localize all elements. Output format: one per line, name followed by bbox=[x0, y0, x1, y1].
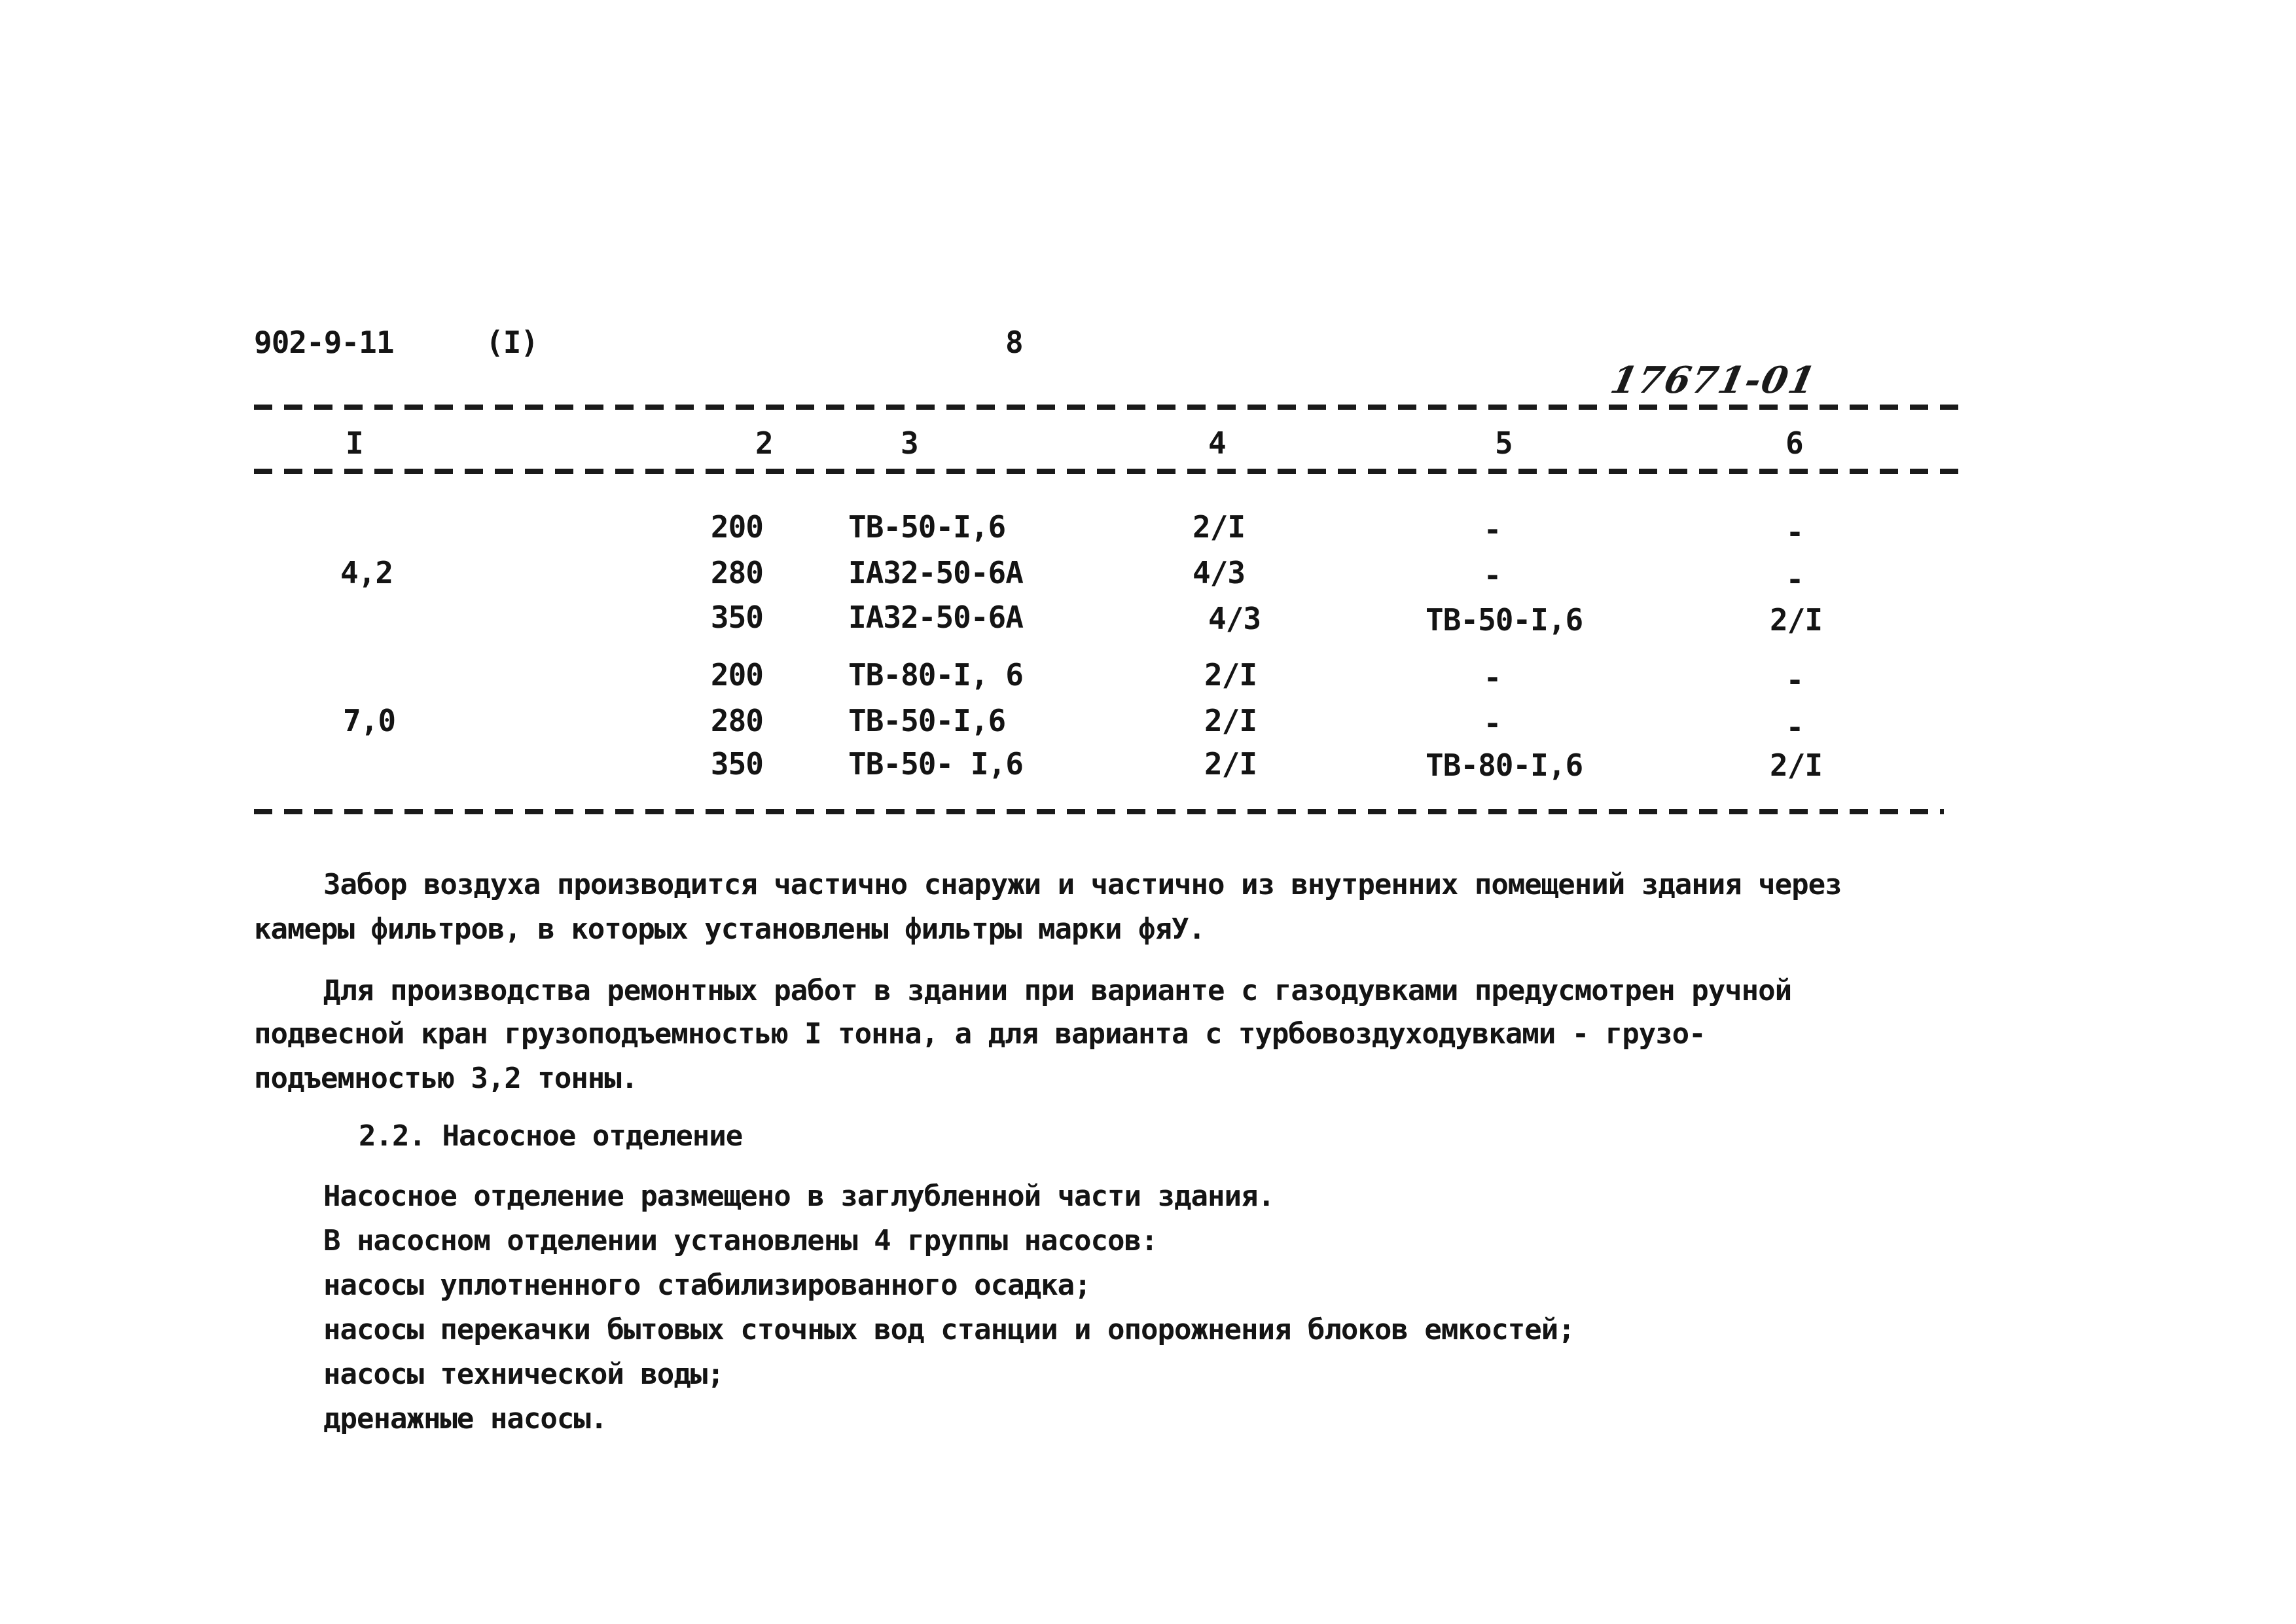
paragraph-line: Забор воздуха производится частично снаружи и частично из внутренних помещений здания через bbox=[323, 868, 1842, 901]
cell-col2: 200 bbox=[710, 657, 763, 693]
paragraph-line: подвесной кран грузоподъемностью I тонна, а для варианта с турбовоздуходувками - грузо- bbox=[254, 1017, 1706, 1051]
cell-col5: ТВ-80-I,6 bbox=[1426, 748, 1583, 783]
list-item: В насосном отделении установлены 4 группы насосов: bbox=[323, 1224, 1158, 1257]
list-item: Насосное отделение размещено в заглубленной части здания. bbox=[323, 1180, 1274, 1213]
cell-col3: ТВ-50-I,6 bbox=[848, 509, 1006, 545]
group-label: 7,0 bbox=[343, 703, 396, 738]
page-number: 8 bbox=[1005, 325, 1023, 360]
cell-col2: 280 bbox=[710, 703, 763, 738]
cell-col3: ТВ-80-I, 6 bbox=[848, 657, 1023, 693]
cell-col5: - bbox=[1483, 512, 1501, 547]
cell-col6: - bbox=[1785, 710, 1804, 745]
list-item: дренажные насосы. bbox=[323, 1402, 607, 1435]
cell-col2: 350 bbox=[710, 600, 763, 635]
document-part: (I) bbox=[486, 325, 539, 360]
cell-col3: IA32-50-6A bbox=[848, 600, 1023, 635]
column-header-2: 2 bbox=[755, 425, 773, 461]
cell-col5: ТВ-50-I,6 bbox=[1426, 602, 1583, 638]
group-label: 4,2 bbox=[340, 555, 393, 590]
document-code: 902-9-11 bbox=[254, 325, 394, 360]
cell-col4: 4/3 bbox=[1208, 601, 1261, 636]
cell-col4: 4/3 bbox=[1193, 555, 1246, 590]
cell-col2: 350 bbox=[710, 746, 763, 782]
cell-col2: 280 bbox=[710, 555, 763, 590]
cell-col5: - bbox=[1483, 706, 1501, 741]
paragraph-line: камеры фильтров, в которых установлены фильтры марки фяУ. bbox=[254, 912, 1205, 946]
cell-col4: 2/I bbox=[1204, 657, 1257, 693]
column-header-4: 4 bbox=[1208, 425, 1226, 461]
cell-col6: 2/I bbox=[1770, 748, 1823, 783]
column-header-6: 6 bbox=[1785, 425, 1803, 461]
list-item: насосы уплотненного стабилизированного осадка; bbox=[323, 1269, 1091, 1302]
table-bottom-rule bbox=[254, 809, 1944, 814]
cell-col6: - bbox=[1785, 562, 1804, 597]
cell-col4: 2/I bbox=[1204, 746, 1257, 782]
paragraph-line: Для производства ремонтных работ в здании при варианте с газодувками предусмотрен ручной bbox=[323, 974, 1792, 1007]
column-header-1: I bbox=[346, 425, 363, 461]
cell-col3: ТВ-50- I,6 bbox=[848, 746, 1023, 782]
cell-col2: 200 bbox=[710, 509, 763, 545]
section-heading: 2.2. Насосное отделение bbox=[359, 1119, 743, 1153]
column-header-5: 5 bbox=[1495, 425, 1513, 461]
cell-col3: ТВ-50-I,6 bbox=[848, 703, 1006, 738]
cell-col6: 2/I bbox=[1770, 602, 1823, 638]
cell-col6: - bbox=[1785, 514, 1804, 550]
cell-col5: - bbox=[1483, 660, 1501, 695]
handwritten-stamp-number: 17671-01 bbox=[1606, 359, 1821, 402]
cell-col6: - bbox=[1785, 662, 1804, 698]
paragraph-line: подъемностью 3,2 тонны. bbox=[254, 1062, 638, 1095]
table-top-rule bbox=[254, 405, 1969, 410]
table-header-rule bbox=[254, 469, 1969, 474]
list-item: насосы технической воды; bbox=[323, 1358, 724, 1391]
cell-col4: 2/I bbox=[1193, 509, 1246, 545]
cell-col4: 2/I bbox=[1204, 703, 1257, 738]
column-header-3: 3 bbox=[901, 425, 918, 461]
list-item: насосы перекачки бытовых сточных вод станции и опорожнения блоков емкостей; bbox=[323, 1313, 1575, 1346]
cell-col3: IA32-50-6A bbox=[848, 555, 1023, 590]
cell-col5: - bbox=[1483, 558, 1501, 593]
